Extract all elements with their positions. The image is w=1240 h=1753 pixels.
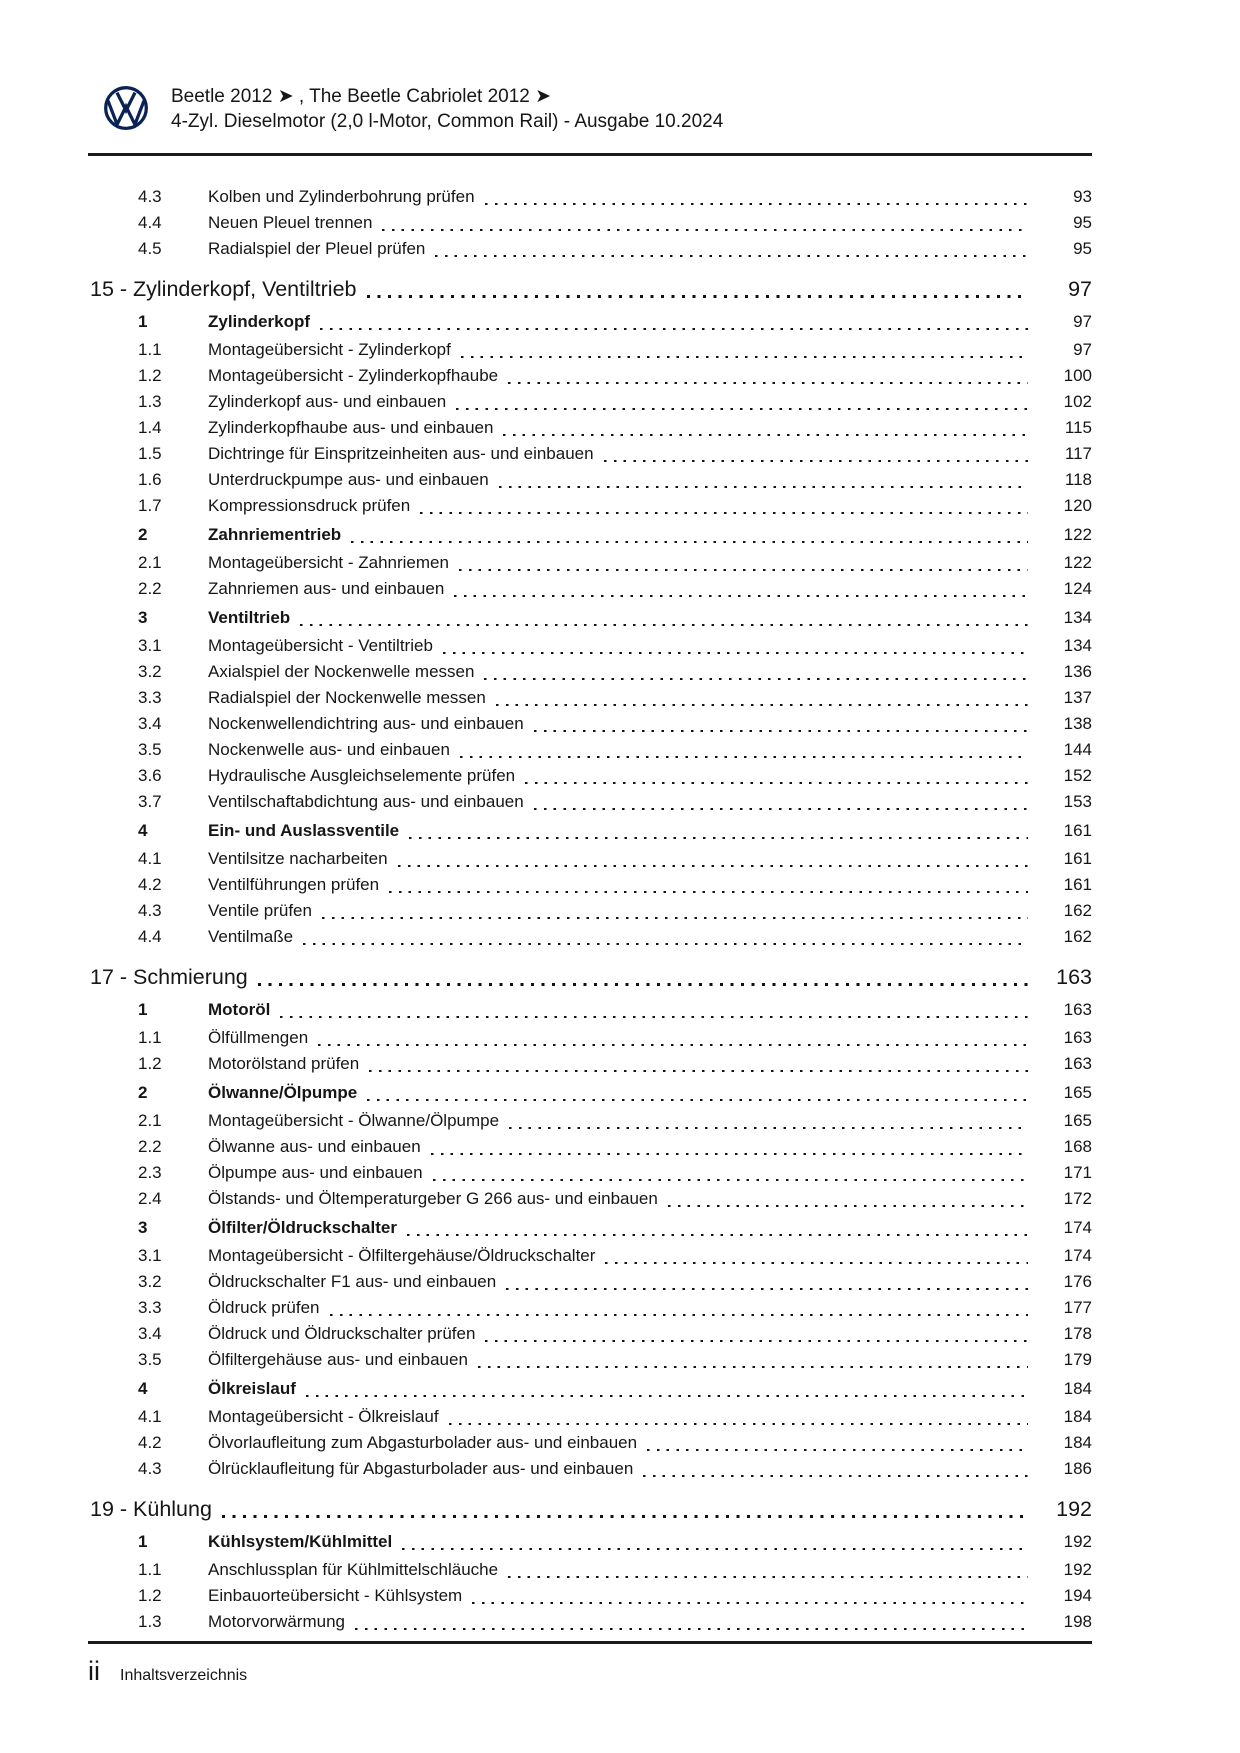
toc-entry-row (88, 1347, 1092, 1373)
entry-number: 4.4 (138, 927, 162, 946)
entry-title: Ölwanne/Ölpumpe (208, 1083, 358, 1102)
entry-title: Ein- und Auslassventile (208, 821, 400, 840)
entry-number: 1.1 (138, 1028, 162, 1047)
entry-number: 3.4 (138, 714, 162, 733)
entry-page-number: 118 (1064, 470, 1092, 489)
entry-number: 1.7 (138, 496, 162, 515)
entry-page-number: 168 (1063, 1137, 1092, 1156)
header-text (171, 84, 723, 134)
entry-title: Ölpumpe aus- und einbauen (208, 1163, 423, 1182)
entry-title: Ölkreislauf (208, 1379, 296, 1398)
toc-entry-row (88, 1051, 1092, 1077)
dot-leader (351, 541, 1028, 544)
toc-entry-row (88, 1186, 1092, 1212)
entry-page-number: 122 (1063, 553, 1092, 572)
dot-leader (605, 1262, 1028, 1265)
dot-leader (509, 1127, 1028, 1130)
entry-number: 2.4 (138, 1189, 162, 1208)
entry-title: Montageübersicht - Zylinderkopf (208, 340, 451, 359)
entry-number: 4.3 (138, 187, 162, 206)
entry-page-number: 161 (1063, 821, 1092, 840)
dot-leader (485, 1340, 1028, 1343)
entry-page-number: 97 (1073, 340, 1092, 359)
dot-leader (525, 782, 1028, 785)
toc-entry-row (88, 1557, 1092, 1583)
toc-entry-row (88, 1160, 1092, 1186)
dot-leader (355, 1628, 1028, 1631)
toc-entry-row (88, 737, 1092, 763)
entry-title: Zahnriementrieb (208, 525, 342, 544)
toc-entry-row (88, 818, 1092, 844)
dot-leader (461, 356, 1028, 359)
chapter-title: 17 - Schmierung (90, 965, 248, 989)
toc-entry-row (88, 872, 1092, 898)
toc-entry-row (88, 1583, 1092, 1609)
entry-title: Montageübersicht - Zahnriemen (208, 553, 449, 572)
entry-title: Ölstands- und Öltemperaturgeber G 266 aus- und einbauen (208, 1189, 658, 1208)
dot-leader (398, 865, 1028, 868)
dot-leader (407, 1234, 1028, 1237)
entry-title: Zahnriemen aus- und einbauen (208, 579, 445, 598)
toc-entry-row (88, 1609, 1092, 1635)
dot-leader (300, 624, 1028, 627)
entry-page-number: 102 (1063, 392, 1092, 411)
entry-page-number: 161 (1063, 875, 1092, 894)
entry-page-number: 95 (1073, 239, 1092, 258)
entry-page-number: 136 (1063, 662, 1092, 681)
dot-leader (459, 569, 1028, 572)
entry-title: Ventile prüfen (208, 901, 312, 920)
entry-number: 3.3 (138, 688, 162, 707)
dot-leader (456, 408, 1028, 411)
entry-page-number: 93 (1073, 187, 1092, 206)
entry-number: 2.2 (138, 1137, 162, 1156)
chapter-page-number: 97 (1068, 277, 1092, 301)
entry-page-number: 184 (1063, 1379, 1092, 1398)
dot-leader (503, 434, 1028, 437)
dot-leader (534, 808, 1028, 811)
toc-entry-row (88, 846, 1092, 872)
dot-leader (643, 1475, 1028, 1478)
toc-entry-row (88, 789, 1092, 815)
dot-leader (433, 1179, 1028, 1182)
entry-page-number: 95 (1073, 213, 1092, 232)
chapter-page-number: 163 (1056, 965, 1092, 989)
toc-entry-row (88, 659, 1092, 685)
toc-entry-row (88, 924, 1092, 950)
dot-leader (306, 1395, 1028, 1398)
entry-number: 1.1 (138, 340, 162, 359)
entry-title: Zylinderkopfhaube aus- und einbauen (208, 418, 494, 437)
toc-entry-row (88, 309, 1092, 335)
entry-number: 1 (138, 312, 148, 331)
toc-entry-row (88, 493, 1092, 519)
dot-leader (506, 1288, 1028, 1291)
toc-chapter-row (88, 962, 1092, 992)
dot-leader (449, 1423, 1028, 1426)
entry-number: 4.2 (138, 875, 162, 894)
entry-number: 3.4 (138, 1324, 162, 1343)
dot-leader (330, 1314, 1029, 1317)
toc-chapter-row (88, 1494, 1092, 1524)
entry-number: 1.3 (138, 392, 162, 411)
dot-leader (420, 512, 1028, 515)
entry-page-number: 134 (1063, 636, 1092, 655)
entry-page-number: 177 (1063, 1298, 1092, 1317)
dot-leader (604, 460, 1028, 463)
entry-page-number: 192 (1063, 1532, 1092, 1551)
dot-leader (280, 1016, 1028, 1019)
entry-page-number: 165 (1063, 1083, 1092, 1102)
entry-page-number: 161 (1063, 849, 1092, 868)
entry-number: 1.2 (138, 366, 162, 385)
entry-title: Montageübersicht - Ölwanne/Ölpumpe (208, 1111, 500, 1130)
entry-number: 3.2 (138, 1272, 162, 1291)
entry-page-number: 163 (1063, 1000, 1092, 1019)
toc-entry-row (88, 1025, 1092, 1051)
entry-title: Ölvorlaufleitung zum Abgasturbolader aus- und einbauen (208, 1433, 638, 1452)
dot-leader (435, 255, 1028, 258)
dot-leader (322, 917, 1028, 920)
entry-number: 4.4 (138, 213, 162, 232)
entry-title: Öldruckschalter F1 aus- und einbauen (208, 1272, 497, 1291)
dot-leader (454, 595, 1028, 598)
entry-number: 4.1 (138, 849, 162, 868)
vw-logo-icon (103, 85, 149, 136)
chapter-page-number: 192 (1056, 1497, 1092, 1521)
page-footer (88, 1641, 1092, 1685)
entry-page-number: 162 (1063, 927, 1092, 946)
dot-leader (389, 891, 1028, 894)
entry-title: Montageübersicht - Zylinderkopfhaube (208, 366, 499, 385)
toc-entry-row (88, 1243, 1092, 1269)
toc-entry-row (88, 467, 1092, 493)
dot-leader (382, 229, 1028, 232)
entry-number: 4.1 (138, 1407, 162, 1426)
entry-title: Nockenwellendichtring aus- und einbauen (208, 714, 524, 733)
footer-text: Inhaltsverzeichnis (120, 1667, 248, 1684)
toc-entry-row (88, 1376, 1092, 1402)
entry-number: 1 (138, 1532, 148, 1551)
entry-number: 1.4 (138, 418, 162, 437)
toc-entry-row (88, 685, 1092, 711)
chapter-title: 15 - Zylinderkopf, Ventiltrieb (90, 277, 357, 301)
entry-title: Radialspiel der Pleuel prüfen (208, 239, 426, 258)
toc-entry-row (88, 605, 1092, 631)
dot-leader (472, 1602, 1028, 1605)
entry-number: 1 (138, 1000, 148, 1019)
entry-number: 3.1 (138, 1246, 162, 1265)
entry-number: 4.3 (138, 1459, 162, 1478)
entry-title: Zylinderkopf aus- und einbauen (208, 392, 447, 411)
dot-leader (508, 382, 1028, 385)
dot-leader (367, 295, 1029, 298)
toc-entry-row (88, 1215, 1092, 1241)
entry-number: 3.3 (138, 1298, 162, 1317)
entry-number: 1.6 (138, 470, 162, 489)
dot-leader (258, 983, 1028, 986)
dot-leader (318, 1044, 1028, 1047)
entry-title: Ölwanne aus- und einbauen (208, 1137, 421, 1156)
entry-page-number: 122 (1063, 525, 1092, 544)
entry-number: 3.7 (138, 792, 162, 811)
dot-leader (367, 1099, 1028, 1102)
toc-entry-row (88, 1134, 1092, 1160)
entry-number: 1.1 (138, 1560, 162, 1579)
entry-page-number: 165 (1063, 1111, 1092, 1130)
entry-title: Ventiltrieb (208, 608, 291, 627)
header-line2: 4-Zyl. Dieselmotor (2,0 l-Motor, Common Rail) - Ausgabe 10.2024 (171, 111, 724, 132)
entry-page-number: 194 (1063, 1586, 1092, 1605)
entry-page-number: 192 (1063, 1560, 1092, 1579)
entry-number: 2 (138, 525, 148, 544)
dot-leader (484, 678, 1028, 681)
entry-number: 4.3 (138, 901, 162, 920)
entry-page-number: 162 (1063, 901, 1092, 920)
entry-number: 2.3 (138, 1163, 162, 1182)
toc-entry-row (88, 184, 1092, 210)
dot-leader (369, 1070, 1028, 1073)
toc-entry-row (88, 898, 1092, 924)
entry-number: 3 (138, 1218, 148, 1237)
footer-page-label: ii (88, 1656, 100, 1686)
entry-title: Öldruck prüfen (208, 1298, 320, 1317)
dot-leader (222, 1515, 1028, 1518)
toc (88, 156, 1092, 1635)
entry-page-number: 144 (1063, 740, 1092, 759)
entry-number: 3.5 (138, 740, 162, 759)
entry-number: 3 (138, 608, 148, 627)
entry-number: 2 (138, 1083, 148, 1102)
dot-leader (496, 704, 1028, 707)
entry-title: Nockenwelle aus- und einbauen (208, 740, 450, 759)
entry-page-number: 179 (1063, 1350, 1092, 1369)
toc-entry-row (88, 1080, 1092, 1106)
entry-page-number: 174 (1063, 1246, 1092, 1265)
entry-title: Radialspiel der Nockenwelle messen (208, 688, 486, 707)
entry-number: 4 (138, 1379, 148, 1398)
entry-page-number: 174 (1063, 1218, 1092, 1237)
entry-title: Ventilschaftabdichtung aus- und einbauen (208, 792, 524, 811)
toc-entry-row (88, 1321, 1092, 1347)
dot-leader (478, 1366, 1028, 1369)
entry-title: Ölfüllmengen (208, 1028, 309, 1047)
toc-entry-row (88, 763, 1092, 789)
entry-page-number: 184 (1063, 1407, 1092, 1426)
entry-number: 1.5 (138, 444, 162, 463)
entry-title: Zylinderkopf (208, 312, 311, 331)
toc-entry-row (88, 389, 1092, 415)
entry-page-number: 115 (1064, 418, 1092, 437)
entry-number: 3.6 (138, 766, 162, 785)
entry-title: Montageübersicht - Ölfiltergehäuse/Öldruckschalter (208, 1246, 596, 1265)
toc-entry-row (88, 522, 1092, 548)
entry-page-number: 134 (1063, 608, 1092, 627)
toc-entry-row (88, 550, 1092, 576)
dot-leader (460, 756, 1028, 759)
chapter-title: 19 - Kühlung (90, 1497, 212, 1521)
entry-title: Motorölstand prüfen (208, 1054, 360, 1073)
entry-title: Öldruck und Öldruckschalter prüfen (208, 1324, 476, 1343)
dot-leader (431, 1153, 1028, 1156)
toc-entry-row (88, 997, 1092, 1023)
entry-title: Ölfilter/Öldruckschalter (208, 1218, 397, 1237)
entry-number: 2.2 (138, 579, 162, 598)
entry-title: Ventilführungen prüfen (208, 875, 380, 894)
header-line1: Beetle 2012 ➤ , The Beetle Cabriolet 2012 ➤ (171, 86, 552, 107)
toc-chapter-row (88, 274, 1092, 304)
entry-page-number: 137 (1063, 688, 1092, 707)
entry-title: Kolben und Zylinderbohrung prüfen (208, 187, 475, 206)
dot-leader (508, 1576, 1028, 1579)
dot-leader (443, 652, 1028, 655)
entry-page-number: 176 (1063, 1272, 1092, 1291)
entry-page-number: 97 (1073, 312, 1092, 331)
entry-title: Anschlussplan für Kühlmittelschläuche (208, 1560, 499, 1579)
entry-page-number: 120 (1063, 496, 1092, 515)
entry-page-number: 186 (1063, 1459, 1092, 1478)
dot-leader (499, 486, 1028, 489)
dot-leader (647, 1449, 1028, 1452)
entry-title: Axialspiel der Nockenwelle messen (208, 662, 475, 681)
dot-leader (402, 1548, 1028, 1551)
entry-title: Einbauorteübersicht - Kühlsystem (208, 1586, 463, 1605)
entry-page-number: 184 (1063, 1433, 1092, 1452)
toc-entry-row (88, 415, 1092, 441)
toc-entry-row (88, 711, 1092, 737)
entry-number: 3.2 (138, 662, 162, 681)
toc-entry-row (88, 441, 1092, 467)
toc-entry-row (88, 1295, 1092, 1321)
entry-number: 2.1 (138, 553, 162, 572)
entry-number: 1.2 (138, 1054, 162, 1073)
entry-page-number: 153 (1063, 792, 1092, 811)
entry-page-number: 163 (1063, 1054, 1092, 1073)
entry-number: 3.5 (138, 1350, 162, 1369)
toc-entry-row (88, 337, 1092, 363)
toc-entry-row (88, 576, 1092, 602)
toc-entry-row (88, 210, 1092, 236)
entry-page-number: 152 (1063, 766, 1092, 785)
toc-entry-row (88, 236, 1092, 262)
entry-title: Ölrücklaufleitung für Abgasturbolader aus- und einbauen (208, 1459, 634, 1478)
toc-entry-row (88, 1404, 1092, 1430)
entry-title: Hydraulische Ausgleichselemente prüfen (208, 766, 516, 785)
entry-number: 1.2 (138, 1586, 162, 1605)
entry-title: Unterdruckpumpe aus- und einbauen (208, 470, 489, 489)
toc-entry-row (88, 1269, 1092, 1295)
entry-page-number: 172 (1063, 1189, 1092, 1208)
entry-page-number: 163 (1063, 1028, 1092, 1047)
toc-entry-row (88, 633, 1092, 659)
entry-title: Ventilmaße (208, 927, 294, 946)
toc-entry-row (88, 1456, 1092, 1482)
entry-page-number: 138 (1063, 714, 1092, 733)
dot-leader (668, 1205, 1028, 1208)
entry-title: Ventilsitze nacharbeiten (208, 849, 388, 868)
entry-title: Kühlsystem/Kühlmittel (208, 1532, 393, 1551)
entry-number: 4.5 (138, 239, 162, 258)
dot-leader (534, 730, 1028, 733)
entry-title: Dichtringe für Einspritzeinheiten aus- und einbauen (208, 444, 594, 463)
entry-title: Motoröl (208, 1000, 271, 1019)
entry-number: 2.1 (138, 1111, 162, 1130)
entry-title: Montageübersicht - Ölkreislauf (208, 1407, 439, 1426)
toc-entry-row (88, 1529, 1092, 1555)
dot-leader (409, 837, 1028, 840)
entry-number: 4 (138, 821, 148, 840)
entry-number: 1.3 (138, 1612, 162, 1631)
dot-leader (320, 328, 1028, 331)
entry-page-number: 100 (1063, 366, 1092, 385)
page-header (88, 84, 1092, 156)
entry-number: 4.2 (138, 1433, 162, 1452)
toc-entry-row (88, 1108, 1092, 1134)
entry-page-number: 198 (1063, 1612, 1092, 1631)
toc-entry-row (88, 363, 1092, 389)
entry-page-number: 117 (1064, 444, 1092, 463)
toc-entry-row (88, 1430, 1092, 1456)
entry-title: Motorvorwärmung (208, 1612, 345, 1631)
dot-leader (303, 943, 1028, 946)
entry-page-number: 124 (1063, 579, 1092, 598)
entry-title: Neuen Pleuel trennen (208, 213, 373, 232)
entry-title: Ölfiltergehäuse aus- und einbauen (208, 1350, 468, 1369)
entry-number: 3.1 (138, 636, 162, 655)
entry-title: Montageübersicht - Ventiltrieb (208, 636, 433, 655)
entry-page-number: 171 (1063, 1163, 1092, 1182)
dot-leader (485, 203, 1028, 206)
entry-page-number: 178 (1063, 1324, 1092, 1343)
entry-title: Kompressionsdruck prüfen (208, 496, 411, 515)
